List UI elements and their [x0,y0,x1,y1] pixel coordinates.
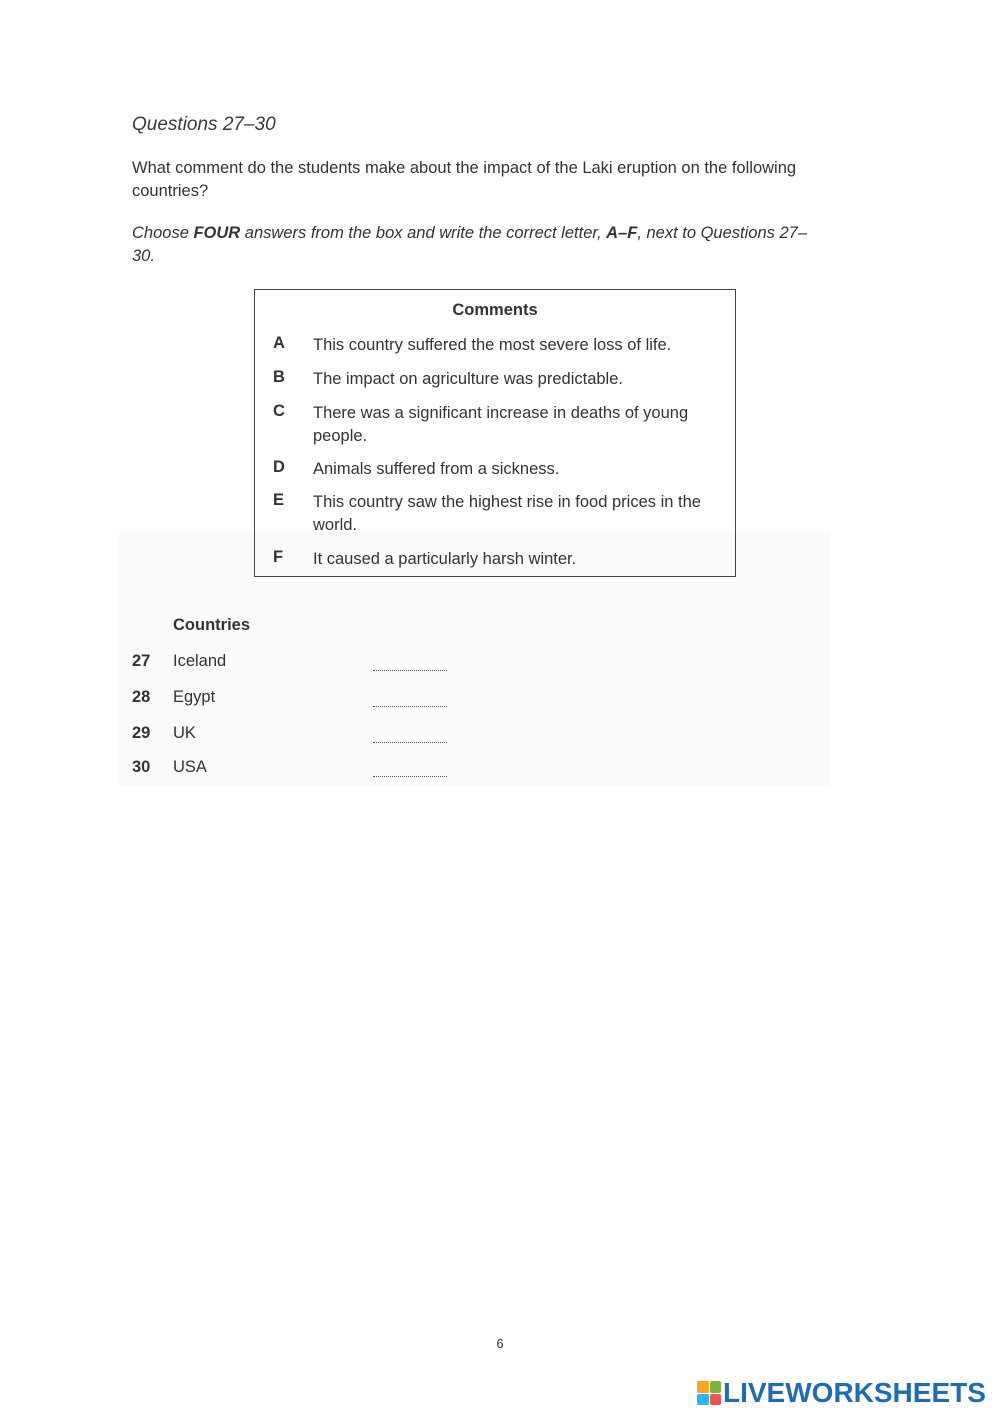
option-text: Animals suffered from a sickness. [313,460,560,478]
option-text: There was a significant increase in deaths of young people. [313,404,689,445]
country-name: UK [173,724,196,742]
answer-field[interactable] [373,772,447,777]
question-row-27 [132,652,532,676]
brand-name: LIVEWORKSHEETS [723,1377,986,1408]
section-heading: Questions 27–30 [132,114,276,135]
question-row-29 [132,724,532,748]
question-number: 29 [132,724,151,742]
option-letter: E [273,491,285,509]
option-text: The impact on agriculture was predictable. [313,370,623,388]
question-number: 27 [132,652,151,670]
option-letter: D [273,458,285,476]
option-letter: B [273,368,285,386]
comments-title: Comments [452,301,538,319]
question-number: 28 [132,688,151,706]
option-text: It caused a particularly harsh winter. [313,550,577,568]
liveworksheets-logo-icon [697,1381,721,1405]
country-name: Iceland [173,652,227,670]
countries-title: Countries [173,616,251,634]
country-name: Egypt [173,688,216,706]
liveworksheets-brand[interactable] [697,1378,986,1408]
option-text: This country suffered the most severe loss of life. [313,336,672,354]
question-row-28 [132,688,532,712]
instruction-text: Choose FOUR answers from the box and write the correct letter, A–F, next to Questions 27–30. [132,224,808,265]
question-row-30 [132,758,532,782]
option-letter: C [273,402,285,420]
option-text: This country saw the highest rise in food prices in the world. [313,493,701,534]
option-letter: F [273,548,284,566]
comments-box [254,289,736,577]
country-name: USA [173,758,207,776]
option-letter: A [273,334,285,352]
page-number: 6 [496,1336,504,1351]
question-number: 30 [132,758,151,776]
answer-field[interactable] [373,702,447,707]
question-prompt: What comment do the students make about the impact of the Laki eruption on the following countries? [132,159,797,200]
answer-field[interactable] [373,738,447,743]
answer-field[interactable] [373,666,447,671]
